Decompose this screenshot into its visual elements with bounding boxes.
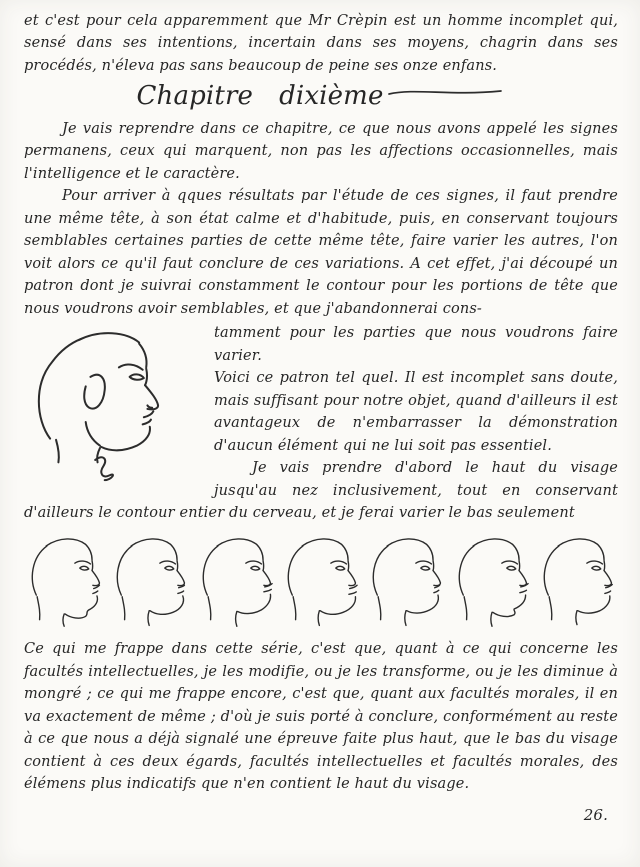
paragraph-signes: Je vais reprendre dans ce chapitre, ce que nous avons appelé les signes permanens, ceux qui marquent, non pas les affections occasionnelles, mais l'intelligence et le caractère.	[24, 121, 618, 182]
paragraph-patron: Voici ce patron tel quel. Il est incomplet sans doute, mais suffisant pour notre objet, quand d'ailleurs il est avantageux de n'embarrasser la démonstration d'aucun élément qui ne lui soit pas essentiel.	[214, 370, 618, 454]
chapter-heading	[24, 82, 618, 111]
profile-sketch-5	[365, 532, 447, 632]
profile-series-row	[24, 532, 618, 632]
opening-paragraph: et c'est pour cela apparemment que Mr Crèpin est un homme incomplet qui, sensé dans ses intentions, incertain dans ses moyens, chagrin dans ses procédés, n'éleva pas sans beaucoup de peine ses onze enfans.	[24, 13, 618, 74]
heading-flourish-stroke	[387, 86, 505, 98]
profile-sketch-2	[109, 532, 191, 632]
chapter-heading-word2: dixième	[279, 81, 384, 112]
profile-sketch-4	[280, 532, 362, 632]
patron-figure-block	[24, 322, 618, 524]
paragraph-methode: Pour arriver à qques résultats par l'étude de ces signes, il faut prendre une même tête, à son état calme et d'habitude, puis, en conservant toujours semblables certaines parties de cette même tête, faire varier les autres, l'on voit alors ce qu'il faut conclure de ces variations. A cet effet, j'ai découpé un patron dont je suivrai constamment le contour pour les portions de tête que nous voudrons avoir semblables, et que j'abandonnerai cons-	[24, 188, 618, 317]
chapter-heading-word1: Chapitre	[136, 81, 254, 112]
profile-sketch-7	[536, 532, 618, 632]
profile-sketch-6	[451, 532, 533, 632]
profile-sketch-1	[24, 532, 106, 632]
paragraph-conclusion: Ce qui me frappe dans cette série, c'est que, quant à ce qui concerne les facultés intellectuelles, je les modifie, ou je les transforme, ou je les diminue à mongré ; ce qui me frappe encore, c'est que, quant aux facultés morales, il en va exactement de même ; d'où je suis porté à conclure, conformément au reste à ce que nous a déjà signalé une épreuve faite plus haut, que le bas du visage contient à ces deux égards, facultés intellectuelles et facultés morales, des élémens plus indicatifs que n'en contient le haut du visage.	[24, 641, 618, 793]
patron-head-sketch	[24, 324, 202, 482]
page-number: 26.	[583, 805, 608, 824]
paragraph-visage: Je vais prendre d'abord le haut du visage jusqu'au nez inclusivement, tout en conservant d'ailleurs le contour entier du cerveau, et je ferai varier le bas seulement	[24, 460, 618, 521]
paragraph-methode-continuation: tamment pour les parties que nous voudrons faire varier.	[214, 325, 618, 364]
profile-sketch-3	[195, 532, 277, 632]
